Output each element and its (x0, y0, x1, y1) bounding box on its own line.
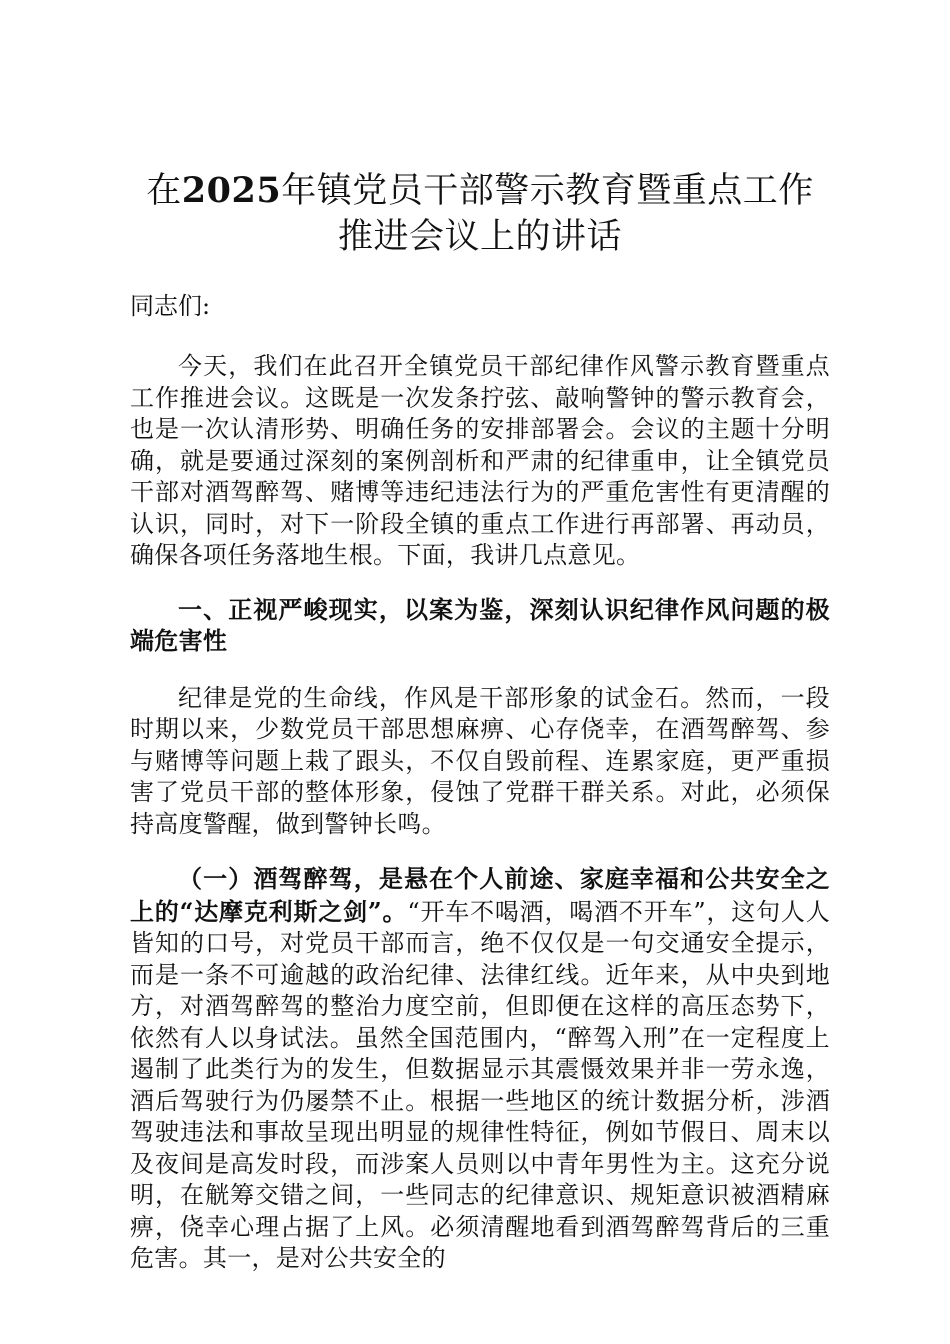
salutation: 同志们: (130, 292, 211, 320)
document-page (130, 168, 830, 1275)
section-heading-1: 一、正视严峻现实，以案为鉴，深刻认识纪律作风问题的极端危害性 (130, 594, 830, 655)
section-1-paragraph: 纪律是党的生命线，作风是干部形象的试金石。然而，一段时期以来，少数党员干部思想麻痹、心存侥幸，在酒驾醉驾、参与赌博等问题上栽了跟头，不仅自毁前程、连累家庭，更严重损害了党员干部的整体形象，侵蚀了党群干群关系。对此，必须保持高度警醒，做到警钟长鸣。 (130, 683, 830, 838)
document-title (130, 168, 830, 260)
subsection-1-paragraph (130, 863, 830, 1275)
subsection-1-lead: （一）酒驾醉驾，是悬在个人前途、家庭幸福和公共安全之上的“达摩克利斯之剑”。 (130, 864, 830, 926)
title-part1: 在 (146, 171, 182, 211)
subsection-1-body: “开车不喝酒，喝酒不开车”，这句人人皆知的口号，对党员干部而言，绝不仅仅是一句交通安全提示，而是一条不可逾越的政治纪律、法律红线。近年来，从中央到地方，对酒驾醉驾的整治力度空前，但即便在这样的高压态势下，依然有人以身试法。虽然全国范围内，“醉驾入刑”在一定程度上遏制了此类行为的发生，但数据显示其震慑效果并非一劳永逸，酒后驾驶行为仍屡禁不止。根据一些地区的统计数据分析，涉酒驾驶违法和事故呈现出明显的规律性特征，例如节假日、周末以及夜间是高发时段，而涉案人员则以中青年男性为主。这充分说明，在觥筹交错之间，一些同志的纪律意识、规矩意识被酒精麻痹，侥幸心理占据了上风。必须清醒地看到酒驾醉驾背后的三重危害。其一，是对公共安全的 (130, 897, 830, 1272)
title-part2: 年镇党员干部警示教育暨重点工作推进会议上的讲话 (281, 171, 814, 257)
title-year: 2025 (181, 170, 282, 211)
intro-paragraph: 今天，我们在此召开全镇党员干部纪律作风警示教育暨重点工作推进会议。这既是一次发条拧弦、敲响警钟的警示教育会，也是一次认清形势、明确任务的安排部署会。会议的主题十分明确，就是要通过深刻的案例剖析和严肃的纪律重申，让全镇党员干部对酒驾醉驾、赌博等违纪违法行为的严重危害性有更清醒的认识，同时，对下一阶段全镇的重点工作进行再部署、再动员，确保各项任务落地生根。下面，我讲几点意见。 (130, 352, 830, 569)
